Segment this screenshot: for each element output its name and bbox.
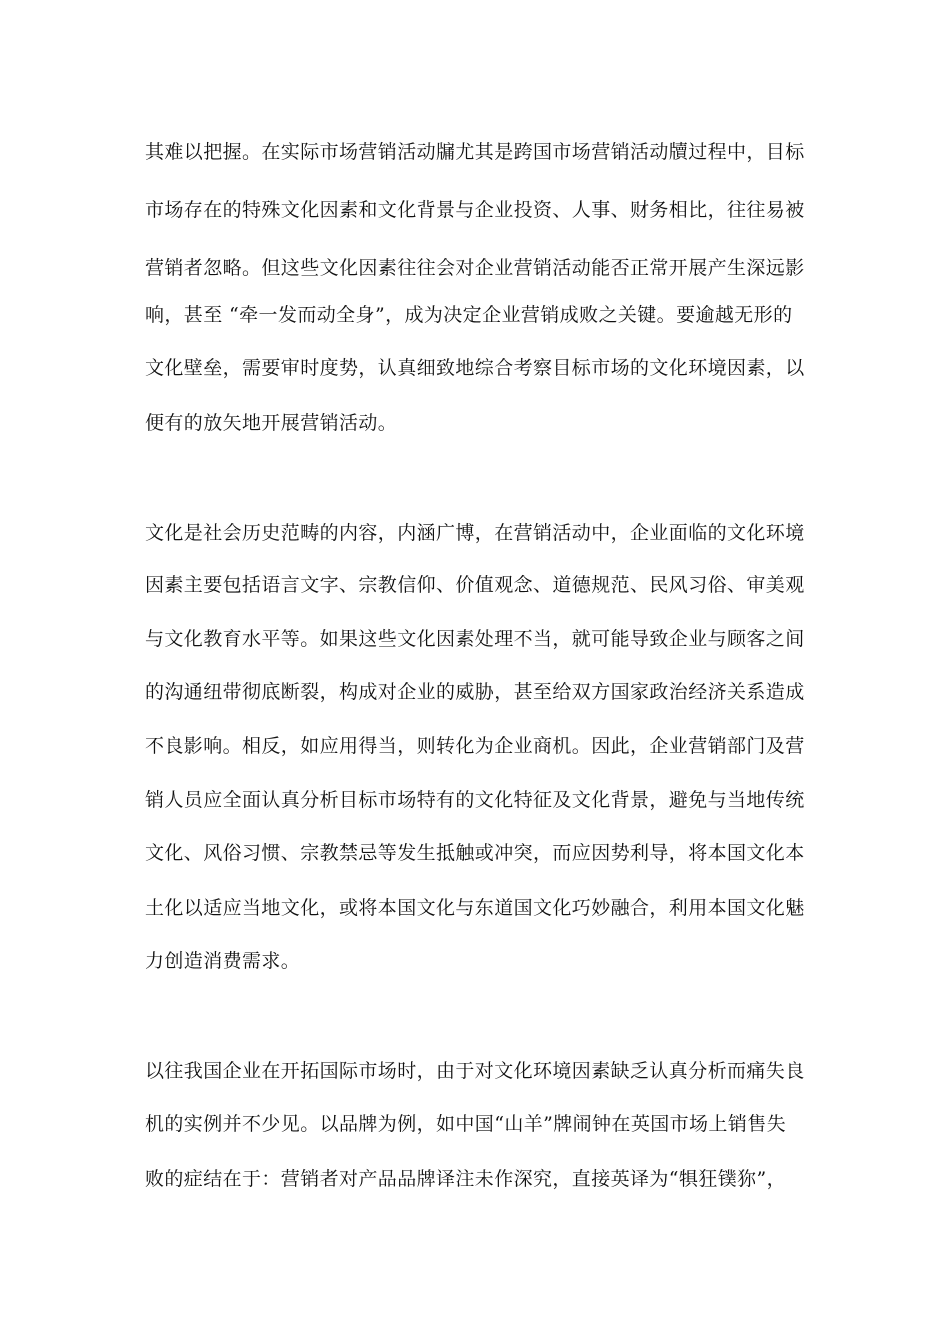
paragraph-2-line-5: 不良影响。相反，如应用得当，则转化为企业商机。因此，企业营销部门及营	[145, 735, 805, 757]
paragraph-2-line-6: 销人员应全面认真分析目标市场特有的文化特征及文化背景，避免与当地传统	[145, 789, 805, 811]
paragraph-1-line-1: 其难以把握。在实际市场营销活动牖尤其是跨国市场营销活动牘过程中，目标	[145, 141, 805, 163]
paragraph-1-line-6: 便有的放矢地开展营销活动。	[145, 412, 398, 434]
paragraph-3-line-1: 以往我国企业在开拓国际市场时，由于对文化环境因素缺乏认真分析而痛失良	[145, 1060, 805, 1082]
paragraph-2-line-3: 与文化教育水平等。如果这些文化因素处理不当，就可能导致企业与顾客之间	[145, 628, 805, 650]
paragraph-2-line-1: 文化是社会历史范畴的内容，内涵广博，在营销活动中，企业面临的文化环境	[145, 522, 805, 544]
paragraph-2-line-8: 土化以适应当地文化，或将本国文化与东道国文化巧妙融合，利用本国文化魅	[145, 897, 805, 919]
paragraph-1-line-2: 市场存在的特殊文化因素和文化背景与企业投资、人事、财务相比，往往易被	[145, 199, 805, 221]
paragraph-1-line-4: 响，甚至 “牵一发而动全身”，成为决定企业营销成败之关键。要逾越无形的	[145, 304, 793, 326]
paragraph-2-line-7: 文化、风俗习惯、宗教禁忌等发生抵触或冲突，而应因势利导，将本国文化本	[145, 842, 805, 864]
paragraph-1-line-5: 文化壁垒，需要审时度势，认真细致地综合考察目标市场的文化环境因素，以	[145, 357, 805, 379]
paragraph-2-line-4: 的沟通纽带彻底断裂，构成对企业的威胁，甚至给双方国家政治经济关系造成	[145, 681, 805, 703]
paragraph-3-line-3: 败的症结在于：营销者对产品品牌译注未作深究，直接英译为“犋狂镤狝”，	[145, 1168, 787, 1190]
paragraph-2-line-9: 力创造消费需求。	[145, 950, 301, 972]
paragraph-1-line-3: 营销者忽略。但这些文化因素往往会对企业营销活动能否正常开展产生深远影	[145, 257, 805, 279]
paragraph-3-line-2: 机的实例并不少见。以品牌为例，如中国“山羊”牌闹钟在英国市场上销售失	[145, 1113, 787, 1135]
paragraph-2-line-2: 因素主要包括语言文字、宗教信仰、价值观念、道德规范、民风习俗、审美观	[145, 574, 805, 596]
